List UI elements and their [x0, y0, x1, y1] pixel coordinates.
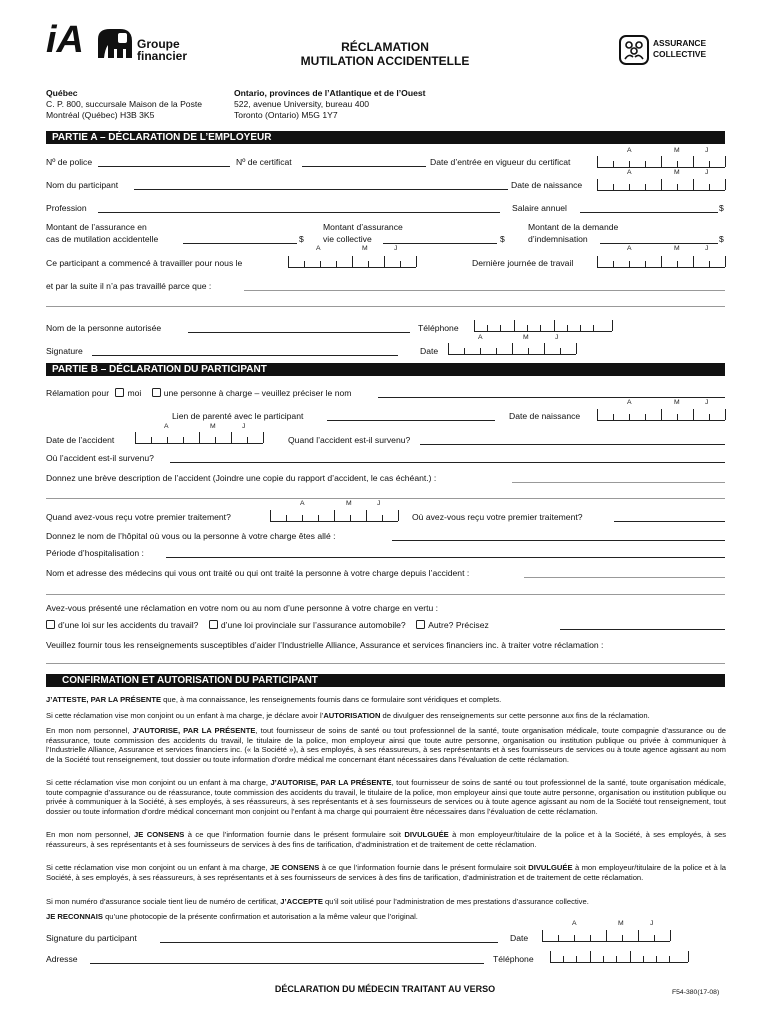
profession-field[interactable] — [98, 212, 500, 213]
group-insurance-icon — [619, 35, 649, 65]
other-checkbox[interactable] — [416, 620, 425, 629]
date-label-j: J — [705, 399, 709, 406]
last-day-label: Dernière journée de travail — [472, 258, 574, 268]
hospital-label: Donnez le nom de l’hôpital où vous ou la personne à votre charge êtes allé : — [46, 531, 336, 541]
work-accident-label: d’une loi sur les accidents du travail? — [58, 620, 199, 630]
started-work-date-field[interactable] — [288, 256, 416, 268]
first-treatment-where-label: Où avez-vous reçu votre premier traitement? — [412, 512, 583, 522]
date-label-a: A — [300, 500, 305, 507]
confirmation-date-field[interactable] — [542, 930, 670, 942]
reason-label: et par la suite il n’a pas travaillé parce que : — [46, 281, 212, 291]
date-label-a: A — [627, 399, 632, 406]
date-label-a: A — [627, 245, 632, 252]
date-label-a: A — [627, 147, 632, 154]
ontario-title: Ontario, provinces de l’Atlantique et de l’Ouest — [234, 88, 426, 98]
date-label-m: M — [362, 245, 368, 252]
auto-insurance-label: d’une loi provinciale sur l’assurance automobile? — [220, 620, 406, 630]
currency-sign: $ — [500, 234, 505, 244]
dependent-checkbox[interactable] — [152, 388, 161, 397]
quebec-line1: C. P. 800, succursale Maison de la Poste — [46, 99, 203, 109]
annual-salary-label: Salaire annuel — [512, 203, 567, 213]
date-label-a: A — [478, 334, 483, 341]
date-label-j: J — [377, 500, 381, 507]
p2-text-a: Si cette réclamation vise mon conjoint ou un enfant à ma charge, je déclare avoir l’ — [46, 711, 324, 720]
date-label-m: M — [210, 423, 216, 430]
participant-signature-label: Signature du participant — [46, 933, 137, 943]
address-field[interactable] — [90, 963, 484, 964]
work-accident-checkbox[interactable] — [46, 620, 55, 629]
currency-sign: $ — [719, 234, 724, 244]
claim-for-text: Rélamation pour — [46, 388, 110, 398]
p5-text-b: à ce que l’information fournie dans le présent formulaire soit — [184, 830, 405, 839]
confirmation-p3 — [46, 726, 726, 764]
profession-label: Profession — [46, 203, 87, 213]
first-treatment-when-label: Quand avez-vous reçu votre premier traitement? — [46, 512, 231, 522]
p1-text: que, à ma connaissance, les renseignements fournis dans ce formulaire sont véridiques et complets. — [161, 695, 502, 704]
date-label-j: J — [394, 245, 398, 252]
p8-bold: JE RECONNAIS — [46, 912, 103, 921]
participant-signature-field[interactable] — [160, 942, 498, 943]
first-treatment-where-field[interactable] — [614, 521, 725, 522]
date-label-a: A — [627, 169, 632, 176]
dependent-name-field[interactable] — [378, 397, 725, 398]
date-label-m: M — [523, 334, 529, 341]
confirmation-phone-label: Téléphone — [493, 954, 534, 964]
claim-amount-line2: d’indemnisation — [528, 234, 588, 244]
relationship-field[interactable] — [327, 420, 495, 421]
auto-insurance-checkbox[interactable] — [209, 620, 218, 629]
participant-name-field[interactable] — [134, 189, 508, 190]
policy-label: Nº de police — [46, 157, 93, 167]
signature-field[interactable] — [92, 355, 398, 356]
phone-field[interactable] — [474, 320, 612, 332]
p4-text-a: Si cette réclamation vise mon conjoint ou un enfant à ma charge, — [46, 778, 271, 787]
quebec-title: Québec — [46, 88, 78, 98]
reason-field[interactable] — [244, 290, 725, 291]
doctors-field[interactable] — [524, 577, 725, 578]
amount-field[interactable] — [183, 243, 297, 244]
signature-label: Signature — [46, 346, 83, 356]
describe-label: Donnez une brève description de l’accident (Joindre une copie du rapport d’accident, le cas échéant.) : — [46, 473, 437, 483]
p6-text-b: à ce que l’information fournie dans le présent formulaire soit — [319, 863, 529, 872]
form-code: F54-380(17-08) — [672, 989, 720, 996]
phone-label: Téléphone — [418, 323, 459, 333]
last-day-date-field[interactable] — [597, 256, 725, 268]
hospital-period-label: Période d’hospitalisation : — [46, 548, 144, 558]
claim-under-label: Avez-vous présenté une réclamation en votre nom ou au nom d’une personne à votre charge en vertu : — [46, 603, 439, 613]
info-request-field[interactable] — [46, 663, 725, 664]
relationship-label: Lien de parenté avec le participant — [172, 411, 304, 421]
policy-field[interactable] — [98, 166, 230, 167]
date-label-j: J — [650, 920, 654, 927]
confirmation-p2 — [46, 711, 726, 721]
date-label-m: M — [674, 147, 680, 154]
life-amount-line1: Montant d’assurance — [323, 222, 403, 232]
accident-date-field[interactable] — [135, 432, 263, 444]
date-label-a: A — [164, 423, 169, 430]
badge-line1: ASSURANCE — [653, 38, 707, 48]
hospital-period-field[interactable] — [166, 557, 725, 558]
date-label-j: J — [705, 147, 709, 154]
doctors-label: Nom et adresse des médecins qui vous ont traité ou qui ont traité la personne à votre charge depuis l’accident : — [46, 568, 470, 578]
p8-text: qu’une photocopie de la présente confirmation et autorisation a la même valeur que l’original. — [102, 912, 418, 921]
birth-date-field[interactable] — [597, 179, 725, 191]
how-field[interactable] — [420, 444, 725, 445]
logo-financier: financier — [137, 49, 188, 63]
part-a-header: PARTIE A – DÉCLARATION DE L’EMPLOYEUR — [46, 131, 725, 144]
describe-field[interactable] — [512, 482, 725, 483]
other-specify-field[interactable] — [560, 629, 725, 630]
certificate-field[interactable] — [302, 166, 426, 167]
p5-bold2: DIVULGUÉE — [404, 830, 449, 839]
date-label-m: M — [674, 245, 680, 252]
p2-text-b: de divulguer des renseignements sur cette personne aux fins de la réclamation. — [380, 711, 650, 720]
life-amount-field[interactable] — [383, 243, 497, 244]
confirmation-header: CONFIRMATION ET AUTORISATION DU PARTICIPANT — [46, 674, 725, 687]
effective-date-label: Date d’entrée en vigueur du certificat — [430, 157, 571, 167]
date-label-a: A — [572, 920, 577, 927]
date-label-m: M — [346, 500, 352, 507]
confirmation-date-label: Date — [510, 933, 529, 943]
info-request-label: Veuillez fournir tous les renseignements susceptibles d’aider l’Industrielle Alliance, Assurance et services financiers inc. à traiter votre réclamation : — [46, 640, 604, 650]
p4-text-b: , tout fournisseur de soins de santé ou tout professionnel de la santé, toute organisation médicale, toute compagnie d’assurance ou de réassurance, toute commission des accidents du travail, le titulaire de la police, mon employeur ainsi que toute autre personne, organisation ou institution publique ou privée à communiquer à la Société, à ses employés, à ses réassureurs, à ses représentants et à ses fournisseurs de services ou à toute agence agissant au nom de la Société tout renseignement, tout dossier ou toute information d’ordre médical concernant mon conjoint ou l’enfant à ma charge qui pourraient être nécessaires dans l’évaluation de cette réclamation. — [46, 778, 726, 816]
p5-text-c: à mon employeur/titulaire de la police et à la Société, à ses employés, à ses réassureurs, à ses représentants et à ses fournisseurs de services à des fins de tarification, d’administration et de traitement de cette réclamation. — [46, 830, 727, 849]
p7-text-a: Si mon numéro d’assurance sociale tient lieu de numéro de certificat, — [46, 897, 281, 906]
elephant-logo-icon — [94, 27, 134, 60]
confirmation-p7 — [46, 897, 726, 907]
form-title-line1: RÉCLAMATION — [341, 40, 429, 54]
annual-salary-field[interactable] — [580, 212, 718, 213]
how-label: Quand l’accident est-il survenu? — [288, 435, 411, 445]
reason-field-line2[interactable] — [46, 306, 725, 307]
accident-date-label: Date de l’accident — [46, 435, 115, 445]
p3-text-a: En mon nom personnel, — [46, 726, 133, 735]
confirmation-phone-field[interactable] — [550, 951, 688, 963]
participant-name-label: Nom du participant — [46, 180, 119, 190]
date-label-a: A — [316, 245, 321, 252]
date-label-j: J — [705, 169, 709, 176]
date-label-m: M — [674, 169, 680, 176]
date-label-j: J — [705, 245, 709, 252]
dependent-birth-date-field[interactable] — [597, 409, 725, 421]
other-label: Autre? Précisez — [428, 620, 489, 630]
logo-groupe: Groupe — [137, 37, 180, 51]
dependent-label: une personne à charge – veuillez préciser le nom — [163, 388, 352, 398]
describe-field-line2[interactable] — [46, 498, 725, 499]
date-label-j: J — [242, 423, 246, 430]
hospital-field[interactable] — [392, 540, 725, 541]
p3-bold: J’AUTORISE, PAR LA PRÉSENTE — [132, 726, 256, 735]
effective-date-field[interactable] — [597, 156, 725, 168]
signature-date-field[interactable] — [448, 343, 576, 355]
authorized-person-field[interactable] — [188, 332, 410, 333]
me-checkbox[interactable] — [115, 388, 124, 397]
certificate-label: Nº de certificat — [236, 157, 292, 167]
verso-note: DÉCLARATION DU MÉDECIN TRAITANT AU VERSO — [274, 984, 496, 994]
date-label-m: M — [674, 399, 680, 406]
authorized-person-label: Nom de la personne autorisée — [46, 323, 162, 333]
claim-amount-line1: Montant de la demande — [528, 222, 619, 232]
where-label: Où l’accident est-il survenu? — [46, 453, 154, 463]
part-b-header: PARTIE B – DÉCLARATION DU PARTICIPANT — [46, 363, 725, 376]
claim-amount-field[interactable] — [600, 243, 718, 244]
p4-bold: J’AUTORISE, PAR LA PRÉSENTE — [270, 778, 392, 787]
p3-text-b: , tout fournisseur de soins de santé ou tout professionnel de la santé, toute organisation médicale, toute compagnie d’assurance ou de réassurance, toute commission des accidents du travail, le titulaire de la police, mon employeur ainsi que toute autre personne, organisation ou institution publique ou privée à communiquer à l’Industrielle Alliance, Assurance et services financiers inc. (« la Société »), à ses employés, à ses réassureurs, à ses représentants et à ses fournisseurs de services ou à toute agence agissant au nom de la Société tout renseignement, tout dossier ou toute information d’ordre médical me concernant étant nécessaires dans l’évaluation de cette réclamation. — [46, 726, 727, 764]
confirmation-p8 — [46, 912, 726, 922]
p7-bold: J’ACCEPTE — [280, 897, 323, 906]
p2-bold: AUTORISATION — [323, 711, 381, 720]
confirmation-p1 — [46, 695, 726, 705]
confirmation-p6 — [46, 863, 726, 882]
ontario-line1: 522, avenue University, bureau 400 — [234, 99, 370, 109]
p5-text-a: En mon nom personnel, — [46, 830, 135, 839]
doctors-field-line2[interactable] — [46, 594, 725, 595]
p6-bold: JE CONSENS — [270, 863, 320, 872]
address-label: Adresse — [46, 954, 78, 964]
me-label: moi — [127, 388, 142, 398]
quebec-line2: Montréal (Québec) H3B 3K5 — [46, 110, 155, 120]
badge-line2: COLLECTIVE — [653, 49, 707, 59]
claim-for-label — [46, 388, 351, 398]
first-treatment-date-field[interactable] — [270, 510, 398, 522]
currency-sign: $ — [299, 234, 304, 244]
birth-date-label: Date de naissance — [511, 180, 583, 190]
confirmation-p4 — [46, 778, 726, 816]
date-label-j: J — [555, 334, 559, 341]
life-amount-line2: vie collective — [323, 234, 372, 244]
form-title-line2: MUTILATION ACCIDENTELLE — [300, 54, 470, 68]
amount-label-line2: cas de mutilation accidentelle — [46, 234, 159, 244]
currency-sign: $ — [719, 203, 724, 213]
dependent-birth-date-label: Date de naissance — [509, 411, 581, 421]
p6-bold2: DIVULGUÉE — [528, 863, 573, 872]
ontario-line2: Toronto (Ontario) M5G 1Y7 — [234, 110, 338, 120]
p5-bold: JE CONSENS — [134, 830, 185, 839]
p6-text-c: à mon employeur/titulaire de la police et à la Société, à ses employés, à ses réassureurs, à ses représentants et à ses fournisseurs de services à des fins de tarification, d’administration et de traitement de cette réclamation. — [46, 863, 727, 882]
date-label: Date — [420, 346, 439, 356]
p1-bold: J’ATTESTE, PAR LA PRÉSENTE — [46, 695, 162, 704]
claim-under-options — [46, 620, 489, 630]
amount-label-line1: Montant de l’assurance en — [46, 222, 147, 232]
started-work-label: Ce participant a commencé à travailler pour nous le — [46, 258, 243, 268]
where-field[interactable] — [170, 462, 725, 463]
confirmation-p5 — [46, 830, 726, 849]
p7-text-b: qu’il soit utilisé pour l’administration de mes prestations d’assurance collective. — [322, 897, 589, 906]
date-label-m: M — [618, 920, 624, 927]
ia-logo: iA — [46, 19, 84, 61]
p6-text-a: Si cette réclamation vise mon conjoint ou un enfant à ma charge, — [46, 863, 271, 872]
